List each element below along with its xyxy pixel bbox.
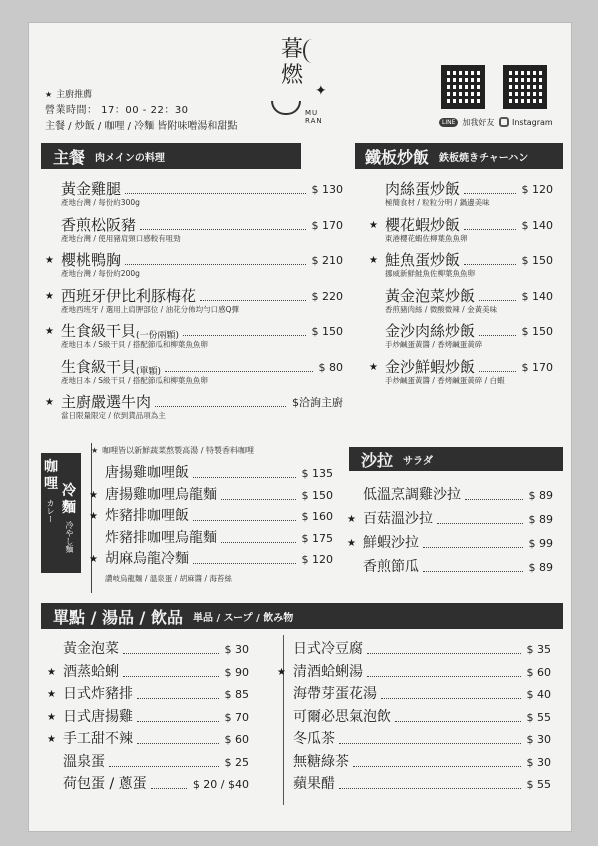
leader-dots xyxy=(367,653,521,654)
leader-dots xyxy=(464,264,515,265)
menu-item xyxy=(89,504,333,526)
instagram-label: Instagram xyxy=(512,117,553,127)
star-icon: ★ xyxy=(47,734,56,745)
menu-item xyxy=(277,660,551,682)
leader-dots xyxy=(339,743,521,744)
menu-item-note: 東港櫻花蝦佐柳葉魚魚卵 xyxy=(385,233,468,243)
menu-item xyxy=(293,637,551,659)
menu-item xyxy=(45,390,343,412)
star-icon: ★ xyxy=(45,90,53,99)
curry-intro-text: 咖哩皆以新鮮蔬菜熬製高湯 / 特製香料咖哩 xyxy=(102,446,254,455)
leader-dots xyxy=(437,523,523,524)
menu-item-name: 肉絲蛋炒飯 xyxy=(385,180,461,198)
menu-item-price: $ 120 xyxy=(521,183,553,196)
menu-item xyxy=(293,705,551,727)
menu-item-price: $ 210 xyxy=(311,254,343,267)
menu-item-name: 低溫烹調雞沙拉 xyxy=(363,487,461,503)
menu-item xyxy=(363,483,553,505)
leader-dots xyxy=(193,477,296,478)
menu-item-price: $ 60 xyxy=(224,733,249,746)
menu-item xyxy=(89,483,333,505)
menu-item-note: 產地台灣 / 使用豬肩頸口感較有咀勁 xyxy=(61,233,181,243)
menu-item xyxy=(45,284,343,306)
leader-dots xyxy=(183,335,305,336)
line-label: 加我好友 xyxy=(462,118,495,127)
curry-intro xyxy=(91,445,254,456)
menu-item-price: $ 90 xyxy=(224,665,249,679)
menu-item-price: $ 60 xyxy=(526,665,551,679)
leader-dots xyxy=(123,653,219,654)
menu-item xyxy=(385,319,553,341)
leader-dots xyxy=(125,193,305,194)
menu-item xyxy=(47,660,249,682)
star-icon: ★ xyxy=(91,446,99,455)
menu-item-name: 荷包蛋 / 蔥蛋 xyxy=(63,776,147,792)
star-icon: ★ xyxy=(369,219,378,231)
star-icon: ★ xyxy=(47,666,56,678)
menu-item-price: $ 150 xyxy=(311,325,343,338)
menu-item-name: 海帶芽蛋花湯 xyxy=(293,686,377,702)
leader-dots xyxy=(221,499,296,500)
menu-item-name: 胡麻烏龍冷麵 xyxy=(105,551,189,567)
star-icon: ★ xyxy=(45,290,54,302)
menu-item-price: $ 99 xyxy=(528,537,553,550)
menu-item-name: 溫泉蛋 xyxy=(63,753,105,770)
menu-item xyxy=(369,355,553,377)
leader-dots xyxy=(479,371,515,372)
leader-dots xyxy=(339,788,521,789)
salad-subtitle: サラダ xyxy=(403,455,433,467)
menu-item-price: $ 89 xyxy=(528,513,553,526)
menu-item-name: 炸豬排咖哩飯 xyxy=(105,508,189,524)
menu-item-name: 黃金泡菜炒飯 xyxy=(385,286,476,305)
menu-item-price: $ 25 xyxy=(224,755,249,769)
menu-item-name: 金沙鮮蝦炒飯 xyxy=(385,357,476,376)
menu-item-name: 櫻花蝦炒飯 xyxy=(385,215,461,234)
sides-title: 單點 / 湯品 / 飲品 xyxy=(53,607,183,627)
menu-item xyxy=(363,555,553,577)
menu-item-price: $ 89 xyxy=(528,561,553,574)
fried-section-bar xyxy=(355,143,563,169)
menu-item-price: $ 140 xyxy=(521,289,553,303)
menu-item-note: 產地台灣 / 每份約300g xyxy=(61,198,140,207)
menu-item xyxy=(293,682,551,704)
category-summary: 主餐 / 炒飯 / 咖哩 / 冷麵 皆附味噌湯和甜點 xyxy=(45,121,238,132)
leader-dots xyxy=(464,193,515,194)
menu-item xyxy=(63,772,249,794)
leader-dots xyxy=(137,698,219,699)
menu-item-price: $ 80 xyxy=(318,360,343,374)
leader-dots xyxy=(465,499,523,500)
leader-dots xyxy=(193,520,296,521)
menu-item-name: 炸豬排咖哩烏龍麵 xyxy=(105,529,217,546)
menu-item-price: $ 89 xyxy=(528,489,553,502)
sides-divider xyxy=(283,635,284,805)
star-icon: ★ xyxy=(347,538,356,549)
menu-item xyxy=(347,507,553,529)
curry-label: 咖哩 xyxy=(44,459,58,492)
leader-dots xyxy=(423,547,523,548)
menu-item-price: $ 220 xyxy=(311,289,343,303)
menu-item-price: $ 70 xyxy=(224,710,249,724)
star-icon: ★ xyxy=(369,361,378,373)
leader-dots xyxy=(109,766,219,767)
leader-dots xyxy=(479,300,515,301)
salad-section-bar xyxy=(349,447,563,471)
menu-item-note: 手炒鹹蛋黃醬 / 香烤鹹蛋黃碎 / 白蝦 xyxy=(385,375,505,385)
leader-dots xyxy=(137,743,219,744)
menu-item-price: $ 130 xyxy=(311,183,343,196)
menu-item xyxy=(89,547,333,569)
sides-section-bar xyxy=(41,603,563,629)
leader-dots xyxy=(155,406,286,407)
menu-item-price: $ 150 xyxy=(301,488,333,502)
logo-sub: MU RAN xyxy=(305,109,323,125)
menu-item-note: 香煎豬肉絲 / 微酸微辣 / 金黃美味 xyxy=(385,304,498,314)
menu-item-name: 唐揚雞咖哩烏龍麵 xyxy=(105,486,217,503)
menu-item-note: 當日限量限定 / 依到貨品項為主 xyxy=(61,411,166,420)
leader-dots xyxy=(123,676,219,677)
menu-item xyxy=(369,248,553,270)
menu-item-name: 鮮蝦沙拉 xyxy=(363,535,419,551)
menu-item-name: 酒蒸蛤蜊 xyxy=(63,663,119,680)
leader-dots xyxy=(423,571,523,572)
menu-item xyxy=(61,177,343,199)
menu-item-price: $ 140 xyxy=(521,218,553,232)
menu-item-price: $ 30 xyxy=(526,755,551,769)
menu-item xyxy=(63,750,249,772)
instagram-badge[interactable] xyxy=(499,117,553,127)
leader-dots xyxy=(200,300,305,301)
menu-item-name: 可爾必思氣泡飲 xyxy=(293,708,391,725)
menu-item-price: $ 160 xyxy=(301,510,333,523)
menu-item xyxy=(105,526,333,548)
leader-dots xyxy=(381,698,521,699)
menu-item-price: $ 170 xyxy=(521,360,553,374)
menu-item xyxy=(45,319,343,341)
main-section-bar xyxy=(41,143,301,169)
menu-item-price: $ 135 xyxy=(301,467,333,480)
menu-item-note: 挪威新鮮鮭魚佐柳葉魚魚卵 xyxy=(385,269,475,278)
star-icon: ★ xyxy=(89,489,98,501)
sides-subtitle: 単品 / スープ / 飲み物 xyxy=(192,612,294,624)
logo-text: 暮燃 xyxy=(281,37,304,88)
menu-item-price: $ 85 xyxy=(224,688,249,701)
menu-item-name: 生食級干貝 xyxy=(61,322,137,340)
menu-item xyxy=(47,682,249,704)
menu-item xyxy=(63,637,249,659)
menu-item xyxy=(293,727,551,749)
instagram-qr-code[interactable] xyxy=(503,65,547,109)
star-icon: ★ xyxy=(89,554,98,565)
menu-item-price: $ 55 xyxy=(526,778,551,791)
menu-item-note: 手炒鹹蛋黃醬 / 香烤鹹蛋黃碎 xyxy=(385,340,483,349)
star-icon: ★ xyxy=(347,514,356,525)
menu-item-note: 產地日本 / S級干貝 / 搭配節瓜和柳葉魚魚卵 xyxy=(61,375,208,385)
menu-item-note: 產地日本 / S級干貝 / 搭配節瓜和柳葉魚魚卵 xyxy=(61,340,208,349)
line-badge[interactable] xyxy=(439,117,494,128)
menu-item-price: $ 150 xyxy=(521,325,553,338)
curry-label-sub: カレー xyxy=(46,499,55,523)
star-icon: ★ xyxy=(369,255,378,266)
menu-item-name: 唐揚雞咖哩飯 xyxy=(105,465,189,481)
menu-item-name: 手工甜不辣 xyxy=(63,731,133,747)
fried-title: 鐵板炒飯 xyxy=(365,147,430,167)
menu-item xyxy=(47,727,249,749)
line-qr-code[interactable] xyxy=(441,65,485,109)
menu-item-portion: (單顆) xyxy=(136,366,162,377)
menu-item xyxy=(347,531,553,553)
main-subtitle: 肉メインの料理 xyxy=(95,152,165,164)
menu-item-price: $ 40 xyxy=(526,688,551,701)
leader-dots xyxy=(140,229,305,230)
recommend-label: 主廚推薦 xyxy=(56,90,93,100)
menu-item xyxy=(45,248,343,270)
moon-icon xyxy=(303,39,321,63)
menu-item-name: 清酒蛤蜊湯 xyxy=(293,663,363,680)
star-icon: ★ xyxy=(47,711,56,723)
opening-hours: 營業時間： 17：00 - 22：30 xyxy=(45,105,189,116)
menu-item-price: $洽詢主廚 xyxy=(292,396,343,409)
menu-item-note: 產地西班牙 / 選用上肩胛部位 / 油花分佈均勻口感Q彈 xyxy=(61,304,239,314)
logo xyxy=(267,31,337,131)
leader-dots xyxy=(125,264,305,265)
star-icon: ★ xyxy=(45,326,54,337)
instagram-icon xyxy=(499,117,509,127)
leader-dots xyxy=(353,766,521,767)
menu-item-name: 百菇溫沙拉 xyxy=(363,511,433,527)
menu-item-price: $ 175 xyxy=(301,531,333,545)
salad-title: 沙拉 xyxy=(361,450,394,470)
recommend-legend xyxy=(45,87,92,100)
star-icon: ★ xyxy=(89,511,98,522)
menu-item-name: 櫻桃鴨胸 xyxy=(61,251,122,269)
cold-noodle-note: 讚岐烏龍麵 / 溫泉蛋 / 胡麻醬 / 海苔絲 xyxy=(105,574,232,583)
menu-item-name: 鮭魚蛋炒飯 xyxy=(385,251,461,269)
menu-item-price: $ 120 xyxy=(301,553,333,566)
menu-item-name: 黃金泡菜 xyxy=(63,641,119,657)
star-icon: ★ xyxy=(277,666,286,678)
leader-dots xyxy=(395,721,521,722)
menu-item-name: 西班牙伊比利豚梅花 xyxy=(61,286,197,305)
cold-noodle-label-sub: 冷やし麵 xyxy=(65,521,74,553)
menu-item-note: 極簡食材 / 粒粒分明 / 鍋邊美味 xyxy=(385,198,490,207)
menu-item-name: 日式唐揚雞 xyxy=(63,708,133,725)
menu-item-price: $ 30 xyxy=(224,643,249,656)
menu-item xyxy=(293,750,551,772)
star-icon: ★ xyxy=(47,689,56,700)
menu-item-name: 香煎松阪豬 xyxy=(61,215,137,234)
menu-item-name: 冬瓜茶 xyxy=(293,731,335,747)
menu-item-portion: (一份兩顆) xyxy=(136,331,180,341)
menu-item-name: 無糖綠茶 xyxy=(293,753,349,770)
menu-item xyxy=(293,772,551,794)
menu-item-note: 產地台灣 / 每份約200g xyxy=(61,269,140,278)
sparkle-icon: ✦ xyxy=(315,83,327,99)
menu-item-name: 黃金雞腿 xyxy=(61,180,122,198)
menu-item xyxy=(369,213,553,235)
leader-dots xyxy=(193,563,296,564)
menu-item xyxy=(385,284,553,306)
leader-dots xyxy=(137,721,219,722)
leader-dots xyxy=(165,371,312,372)
menu-item xyxy=(385,177,553,199)
menu-item xyxy=(61,355,343,377)
menu-item-name: 金沙肉絲炒飯 xyxy=(385,322,476,340)
menu-item-price: $ 20 / $40 xyxy=(192,778,249,791)
menu-item-name: 主廚嚴選牛肉 xyxy=(61,393,152,411)
menu-item-price: $ 150 xyxy=(521,254,553,267)
cold-noodle-label: 冷麵 xyxy=(62,483,76,516)
menu-item-name: 蘋果醋 xyxy=(293,776,335,792)
menu-page xyxy=(28,22,572,832)
menu-item-price: $ 55 xyxy=(526,710,551,724)
menu-item-name: 日式炸豬排 xyxy=(63,686,133,702)
cloud-icon xyxy=(271,101,301,115)
star-icon: ★ xyxy=(45,397,54,408)
leader-dots xyxy=(151,788,187,789)
menu-item-name: 日式冷豆腐 xyxy=(293,641,363,657)
menu-item-price: $ 30 xyxy=(526,733,551,746)
leader-dots xyxy=(221,542,296,543)
leader-dots xyxy=(464,229,515,230)
menu-item-price: $ 35 xyxy=(526,643,551,656)
menu-item-price: $ 170 xyxy=(311,218,343,232)
star-icon: ★ xyxy=(45,255,54,266)
fried-subtitle: 鉄板焼きチャーハン xyxy=(439,152,529,164)
main-title: 主餐 xyxy=(53,147,86,167)
menu-item xyxy=(105,461,333,483)
menu-item-name: 香煎節瓜 xyxy=(363,559,419,575)
leader-dots xyxy=(367,676,521,677)
curry-side-label xyxy=(41,453,81,573)
line-icon: LINE xyxy=(439,118,458,127)
menu-item xyxy=(61,213,343,235)
leader-dots xyxy=(479,335,515,336)
menu-item-name: 生食級干貝 xyxy=(61,357,137,376)
menu-item xyxy=(47,705,249,727)
